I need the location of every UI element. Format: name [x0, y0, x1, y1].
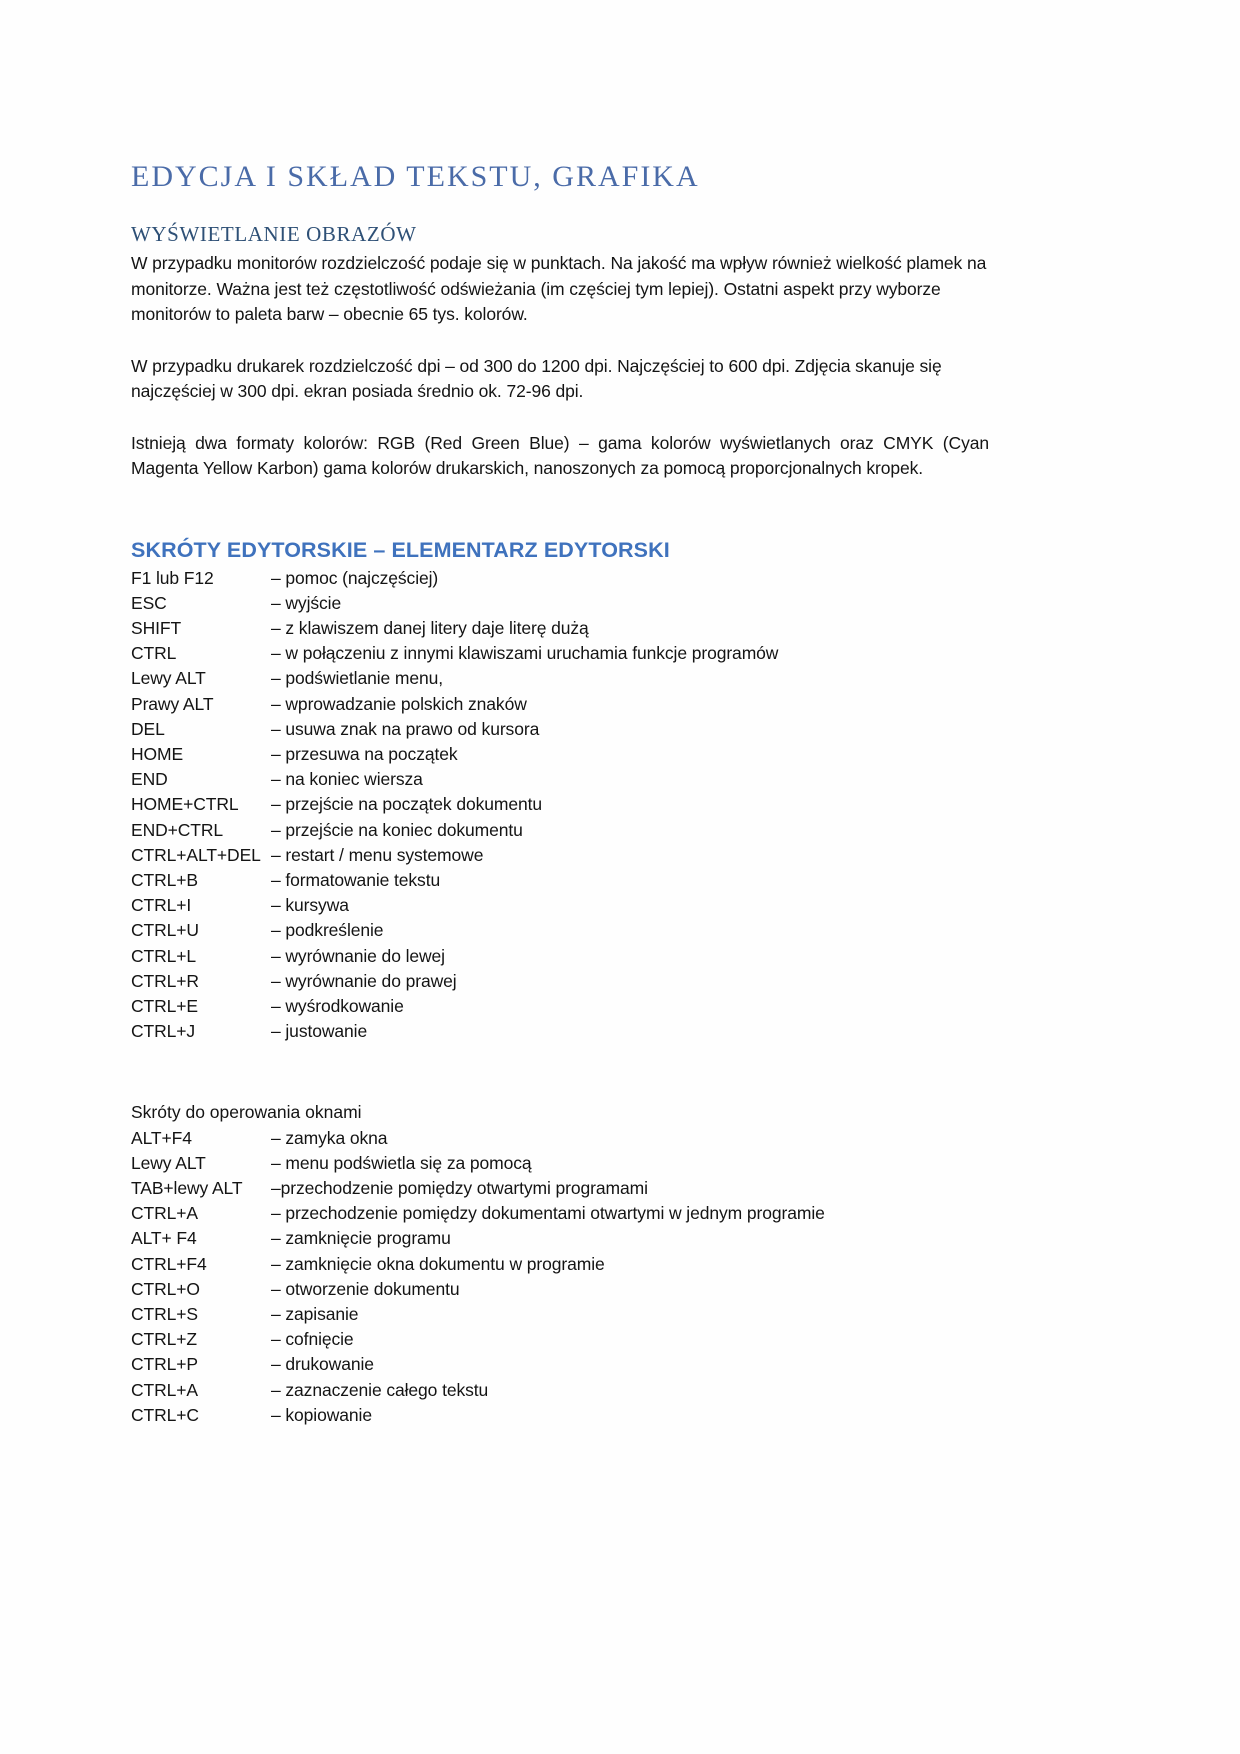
shortcut-row	[131, 616, 989, 641]
shortcut-row	[131, 843, 989, 868]
shortcut-description: – zamyka okna	[271, 1127, 388, 1148]
shortcut-description: – restart / menu systemowe	[271, 844, 484, 865]
shortcut-row	[131, 641, 989, 666]
shortcut-description: – zaznaczenie całego tekstu	[271, 1379, 489, 1400]
shortcut-key: DEL	[131, 718, 165, 739]
shortcut-key: CTRL+R	[131, 970, 199, 991]
shortcut-description: – zamknięcie okna dokumentu w programie	[271, 1253, 605, 1274]
spacer	[131, 482, 989, 538]
shortcut-row	[131, 893, 989, 918]
spacer	[131, 405, 989, 431]
section-heading-display: WYŚWIETLANIE OBRAZÓW	[131, 222, 417, 246]
shortcut-key: ESC	[131, 592, 167, 613]
section-heading-shortcuts: SKRÓTY EDYTORSKIE – ELEMENTARZ EDYTORSKI	[131, 537, 670, 562]
shortcut-description: – w połączeniu z innymi klawiszami uruchamia funkcje programów	[271, 643, 779, 664]
shortcut-row	[131, 1277, 989, 1302]
shortcut-row	[131, 868, 989, 893]
shortcut-row	[131, 1201, 989, 1226]
shortcut-description: – przechodzenie pomiędzy dokumentami otwartymi w jednym programie	[271, 1203, 825, 1224]
shortcut-key: CTRL+ALT+DEL	[131, 844, 261, 865]
shortcut-key: CTRL+F4	[131, 1253, 207, 1274]
shortcut-key: CTRL+Z	[131, 1329, 198, 1350]
shortcut-key: CTRL+O	[131, 1278, 200, 1299]
shortcut-row	[131, 1252, 989, 1277]
shortcut-key: CTRL+C	[131, 1404, 199, 1425]
window-shortcuts-caption: Skróty do operowania oknami	[131, 1102, 362, 1123]
shortcut-description: – menu podświetla się za pomocą	[271, 1152, 532, 1173]
shortcut-description: – zapisanie	[271, 1303, 359, 1324]
shortcut-key: CTRL+L	[131, 945, 197, 966]
shortcut-key: CTRL+A	[131, 1203, 198, 1224]
shortcut-key: CTRL+A	[131, 1379, 198, 1400]
shortcut-key: END	[131, 769, 168, 790]
window-shortcuts-list	[131, 1126, 989, 1428]
shortcut-row	[131, 1226, 989, 1251]
shortcut-row	[131, 944, 989, 969]
shortcut-row	[131, 994, 989, 1019]
shortcut-key: HOME	[131, 743, 184, 764]
shortcut-description: – wyjście	[271, 592, 342, 613]
shortcut-row	[131, 1176, 989, 1201]
shortcut-description: – drukowanie	[271, 1354, 374, 1375]
shortcut-description: – zamknięcie programu	[271, 1228, 451, 1249]
spacer	[131, 1044, 989, 1100]
shortcut-description: – wyrównanie do prawej	[271, 970, 457, 991]
shortcut-key: CTRL	[131, 643, 177, 664]
shortcut-description: – na koniec wiersza	[271, 769, 423, 790]
shortcut-row	[131, 792, 989, 817]
shortcut-description: – otworzenie dokumentu	[271, 1278, 460, 1299]
shortcut-key: CTRL+S	[131, 1303, 198, 1324]
shortcut-key: Lewy ALT	[131, 1152, 206, 1173]
shortcut-key: Lewy ALT	[131, 668, 206, 689]
paragraph-printers: W przypadku drukarek rozdzielczość dpi – od 300 do 1200 dpi. Najczęściej to 600 dpi. Zdjęcia skanuje się najczęściej w 300 dpi. ekran posiada średnio ok. 72-96 dpi.	[131, 355, 942, 401]
shortcut-key: END+CTRL	[131, 819, 224, 840]
shortcut-key: SHIFT	[131, 617, 182, 638]
shortcut-description: – z klawiszem danej litery daje literę dużą	[271, 617, 589, 638]
shortcut-key: ALT+ F4	[131, 1228, 197, 1249]
shortcut-row	[131, 1327, 989, 1352]
shortcut-description: – wyśrodkowanie	[271, 995, 404, 1016]
shortcut-key: HOME+CTRL	[131, 794, 239, 815]
shortcut-description: – podświetlanie menu,	[271, 668, 444, 689]
shortcut-description: – przejście na koniec dokumentu	[271, 819, 523, 840]
shortcut-key: CTRL+J	[131, 1021, 196, 1042]
paragraph-color-formats: Istnieją dwa formaty kolorów: RGB (Red Green Blue) – gama kolorów wyświetlanych oraz CMYK (Cyan Magenta Yellow Karbon) gama kolorów drukarskich, nanoszonych za pomocą proporcjonalnych kropek.	[131, 432, 989, 478]
shortcut-description: –przechodzenie pomiędzy otwartymi programami	[271, 1177, 648, 1198]
shortcut-row	[131, 742, 989, 767]
shortcut-description: – pomoc (najczęściej)	[271, 567, 439, 588]
shortcut-row	[131, 969, 989, 994]
shortcut-description: – usuwa znak na prawo od kursora	[271, 718, 540, 739]
shortcut-description: – podkreślenie	[271, 920, 384, 941]
shortcut-row	[131, 1151, 989, 1176]
shortcut-row	[131, 692, 989, 717]
shortcut-row	[131, 1302, 989, 1327]
shortcut-key: ALT+F4	[131, 1127, 192, 1148]
shortcut-row	[131, 591, 989, 616]
shortcut-row	[131, 666, 989, 691]
shortcut-description: – przejście na początek dokumentu	[271, 794, 543, 815]
shortcut-row	[131, 1378, 989, 1403]
shortcut-description: – formatowanie tekstu	[271, 869, 441, 890]
shortcut-row	[131, 767, 989, 792]
shortcut-description: – kursywa	[271, 895, 349, 916]
shortcut-key: Prawy ALT	[131, 693, 214, 714]
shortcut-row	[131, 818, 989, 843]
shortcut-description: – justowanie	[271, 1021, 368, 1042]
shortcut-row	[131, 717, 989, 742]
page-title: EDYCJA I SKŁAD TEKSTU, GRAFIKA	[131, 160, 700, 193]
shortcut-row	[131, 1403, 989, 1428]
shortcut-description: – cofnięcie	[271, 1329, 354, 1350]
shortcut-description: – przesuwa na początek	[271, 743, 458, 764]
shortcut-key: TAB+lewy ALT	[131, 1177, 243, 1198]
shortcut-key: CTRL+I	[131, 895, 192, 916]
shortcut-description: – wprowadzanie polskich znaków	[271, 693, 527, 714]
shortcut-description: – wyrównanie do lewej	[271, 945, 445, 966]
shortcut-row	[131, 1352, 989, 1377]
paragraph-monitors: W przypadku monitorów rozdzielczość podaje się w punktach. Na jakość ma wpływ również wielkość plamek na monitorze. Ważna jest też częstotliwość odświeżania (im częściej tym lepiej). Ostatni aspekt przy wyborze monitorów to paleta barw – obecnie 65 tys. kolorów.	[131, 253, 987, 324]
document-content	[131, 160, 989, 1428]
shortcut-row	[131, 566, 989, 591]
shortcut-row	[131, 1019, 989, 1044]
shortcut-key: CTRL+E	[131, 995, 198, 1016]
shortcut-key: CTRL+B	[131, 869, 198, 890]
editor-shortcuts-list	[131, 566, 989, 1045]
shortcut-key: CTRL+P	[131, 1354, 198, 1375]
shortcut-description: – kopiowanie	[271, 1404, 372, 1425]
shortcut-key: CTRL+U	[131, 920, 199, 941]
shortcut-row	[131, 918, 989, 943]
shortcut-key: F1 lub F12	[131, 567, 214, 588]
shortcut-row	[131, 1126, 989, 1151]
spacer	[131, 328, 989, 354]
